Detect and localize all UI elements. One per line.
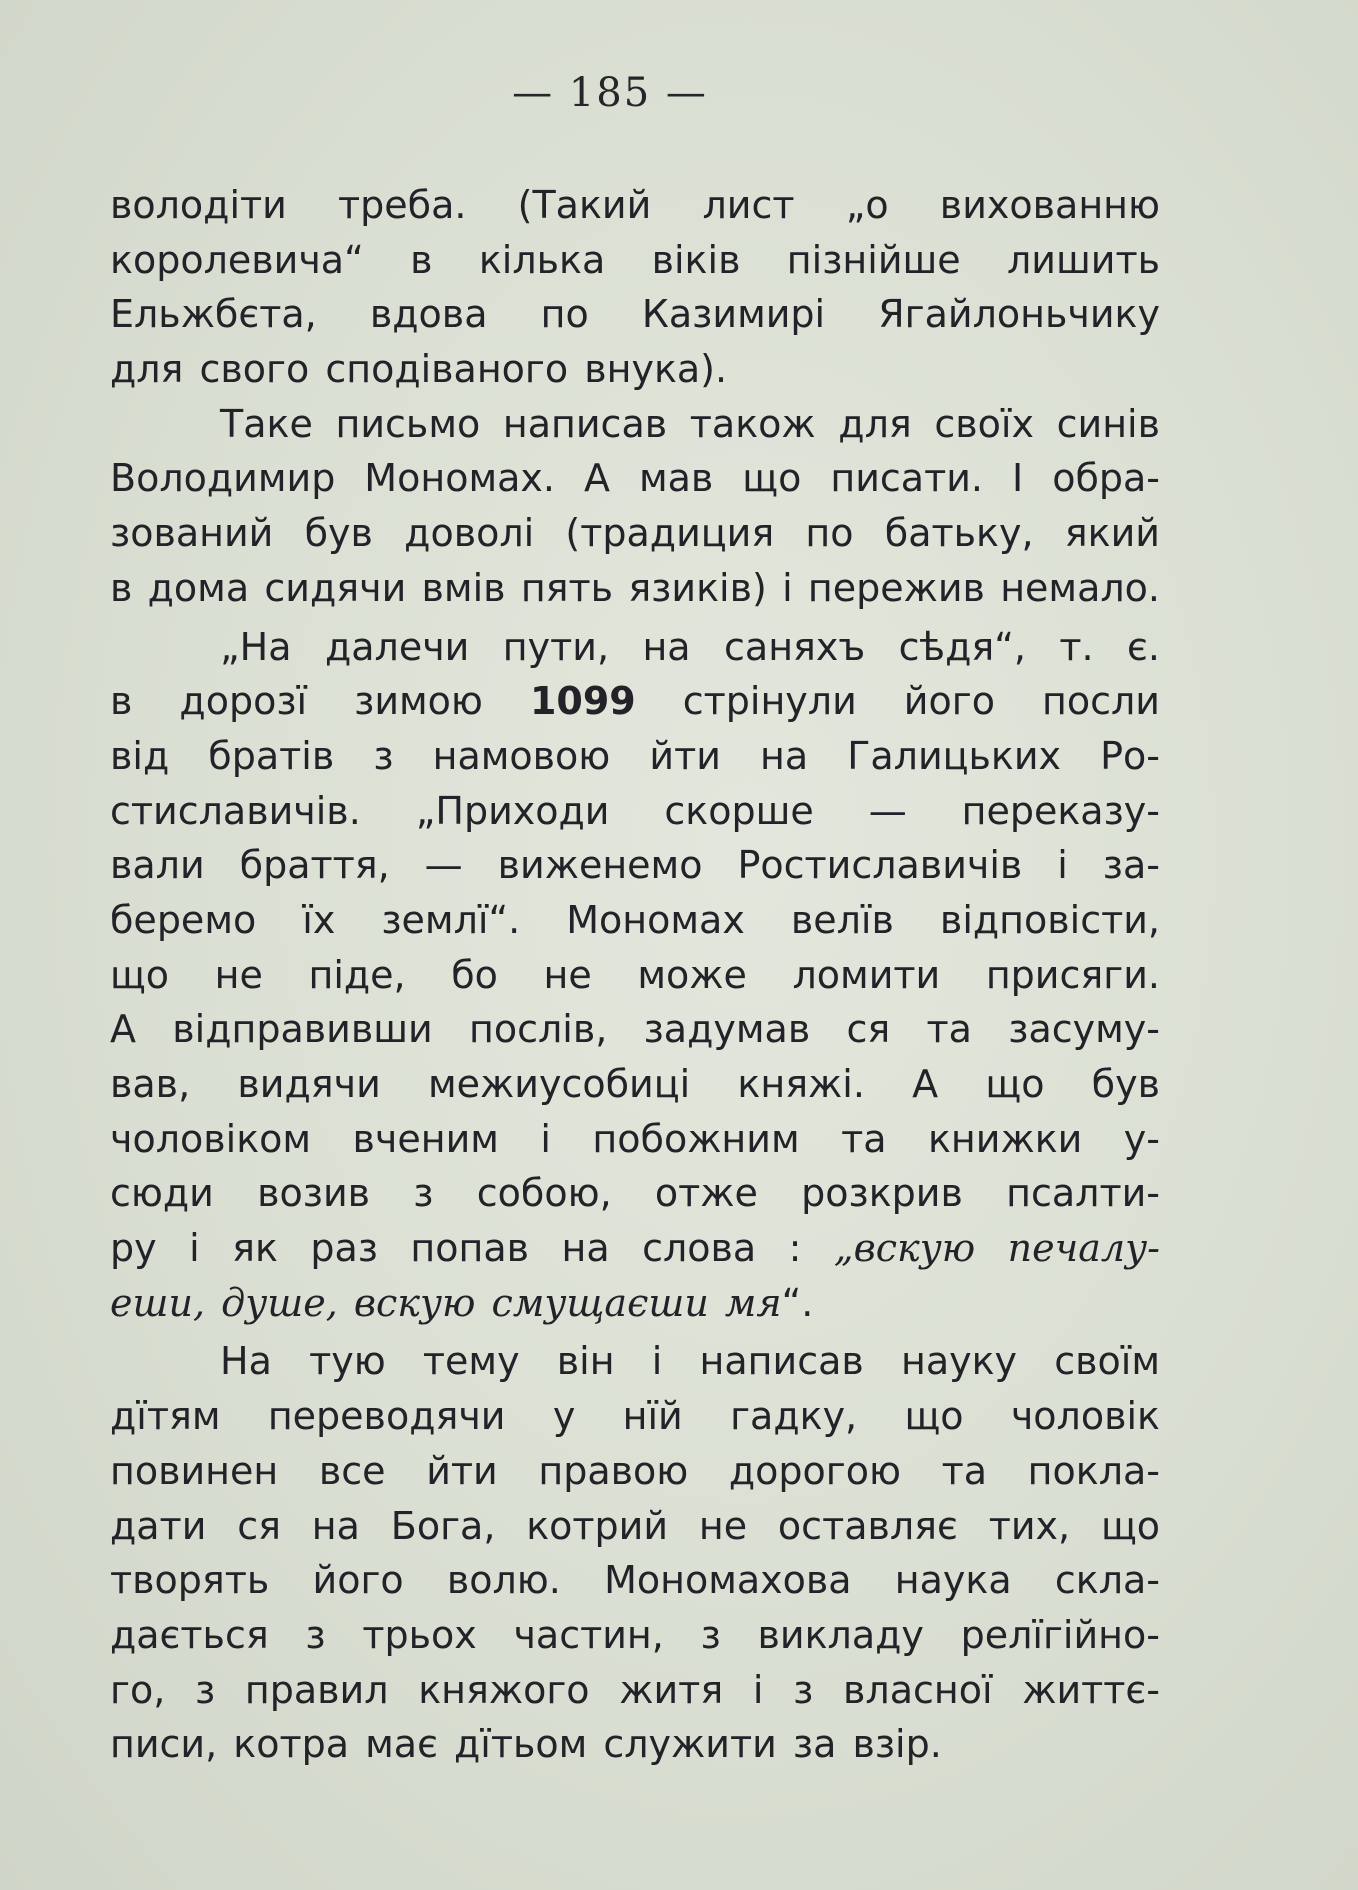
text-line: А відправивши послів, задумав ся та засуму-	[110, 1007, 1160, 1052]
paragraph-start-line: „На далечи пути, на саняхъ сѣдя“, т. є.	[220, 624, 1160, 669]
text-line: зований був доволі (традиция по батьку, який	[110, 511, 1160, 556]
text-fragment: стрінули його посли	[682, 679, 1160, 724]
text-line: беремо їх землї“. Мономах велїв відповісти,	[110, 897, 1160, 942]
text-line: вав, видячи межиусобиці княжі. А що був	[110, 1062, 1160, 1106]
text-line	[110, 1276, 1160, 1331]
text-fragment: “.	[781, 1280, 814, 1325]
text-line	[110, 674, 1160, 729]
year-number: 1099	[529, 679, 636, 724]
text-line: що не піде, бо не може ломити присяги.	[110, 952, 1160, 997]
text-fragment: ру і як раз попав на слова :	[110, 1226, 802, 1271]
text-line: вали браття, — виженемо Ростиславичів і за-	[110, 843, 1160, 888]
psalm-quote: еши, душе, вскую смущаєши мя	[110, 1280, 782, 1325]
text-fragment: в дорозї зимою	[110, 679, 483, 724]
text-line: чоловіком вченим і побожним та книжки у-	[110, 1116, 1160, 1161]
text-line: дати ся на Бога, котрий не оставляє тих, що	[110, 1503, 1160, 1548]
text-line: для свого сподіваного внука).	[110, 347, 728, 392]
paragraph-start-line: Таке письмо написав також для своїх синів	[220, 401, 1160, 446]
body-text	[110, 178, 1160, 1772]
text-line: дїтям переводячи у нїй гадку, що чоловік	[110, 1394, 1160, 1439]
text-line: Володимир Мономах. А мав що писати. І обра-	[110, 456, 1160, 501]
text-line: сюди возив з собою, отже розкрив псалти-	[110, 1171, 1160, 1216]
text-line: від братів з намовою йти на Галицьких Ро-	[110, 733, 1160, 778]
text-line: в дома сидячи вмів пять язиків) і пережив немало.	[110, 565, 1160, 610]
text-line	[110, 1221, 1160, 1276]
text-line: стиславичів. „Приходи скорше — переказу-	[110, 788, 1160, 833]
text-line: Ельжбєта, вдова по Казимирі Ягайлоньчику	[110, 292, 1160, 337]
text-line: творять його волю. Мономахова наука скла-	[110, 1558, 1160, 1603]
text-line: володіти треба. (Такий лист „о вихованню	[110, 183, 1160, 227]
text-line: писи, котра має дїтьом служити за взір.	[110, 1722, 942, 1767]
paragraph-start-line: На тую тему він і написав науку своїм	[220, 1339, 1160, 1384]
text-line: повинен все йти правою дорогою та покла-	[110, 1448, 1160, 1493]
psalm-quote: „вскую печалу-	[833, 1226, 1160, 1271]
page-number: — 185 —	[512, 70, 708, 116]
text-line: дається з трьох частин, з викладу релїгійно-	[110, 1612, 1160, 1657]
text-line: го, з правил княжого житя і з власної життє-	[110, 1667, 1160, 1712]
text-line: королевича“ в кілька віків пізнійше лишить	[110, 237, 1160, 282]
